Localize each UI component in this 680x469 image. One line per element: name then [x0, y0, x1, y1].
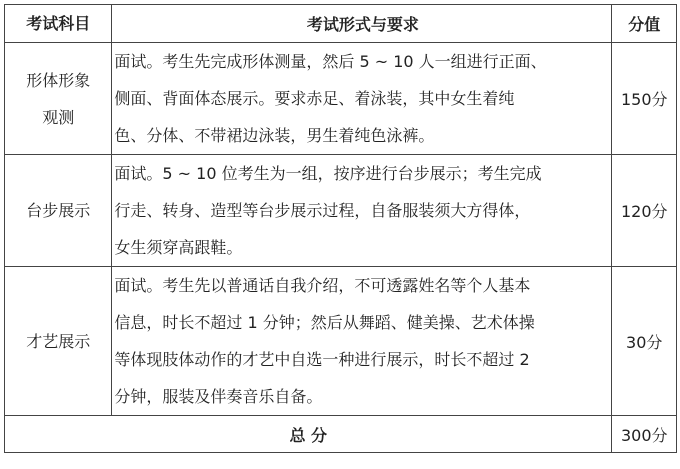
table-row: [5, 267, 677, 416]
desc-line: 分钟，服装及伴奏音乐自备。: [114, 387, 323, 406]
requirements-cell: [112, 267, 612, 416]
desc-line: 面试。5 ~ 10 位考生为一组，按序进行台步展示；考生完成: [114, 164, 542, 183]
desc-line: 面试。考生先完成形体测量，然后 5 ~ 10 人一组进行正面、: [114, 52, 547, 71]
requirements-cell: [112, 155, 612, 267]
header-requirements: 考试形式与要求: [112, 5, 612, 43]
subject-cell: 台步展示: [5, 155, 112, 267]
subject-line: 观测: [42, 107, 75, 127]
subject-line: 形体形象: [26, 70, 91, 90]
desc-line: 女生须穿高跟鞋。: [114, 238, 243, 257]
table-row: [5, 43, 677, 155]
total-label: 总 分: [5, 416, 612, 453]
exam-table: [4, 4, 677, 453]
table-row: [5, 155, 677, 267]
desc-line: 信息，时长不超过 1 分钟；然后从舞蹈、健美操、艺术体操: [114, 313, 535, 332]
subject-cell: 才艺展示: [5, 267, 112, 416]
subject-cell: [5, 43, 112, 155]
header-row: [5, 5, 677, 43]
desc-line: 侧面、背面体态展示。要求赤足、着泳装，其中女生着纯: [114, 89, 515, 108]
score-cell: 120分: [612, 155, 677, 267]
total-row: [5, 416, 677, 453]
header-subject: 考试科目: [5, 5, 112, 43]
desc-line: 面试。考生先以普通话自我介绍，不可透露姓名等个人基本: [114, 276, 531, 295]
requirements-cell: [112, 43, 612, 155]
desc-line: 行走、转身、造型等台步展示过程，自备服装须大方得体，: [114, 201, 531, 220]
total-score: 300分: [612, 416, 677, 453]
score-cell: 30分: [612, 267, 677, 416]
score-cell: 150分: [612, 43, 677, 155]
desc-line: 色、分体、不带裙边泳装，男生着纯色泳裤。: [114, 126, 435, 145]
header-score: 分值: [612, 5, 677, 43]
desc-line: 等体现肢体动作的才艺中自选一种进行展示，时长不超过 2: [114, 350, 530, 369]
